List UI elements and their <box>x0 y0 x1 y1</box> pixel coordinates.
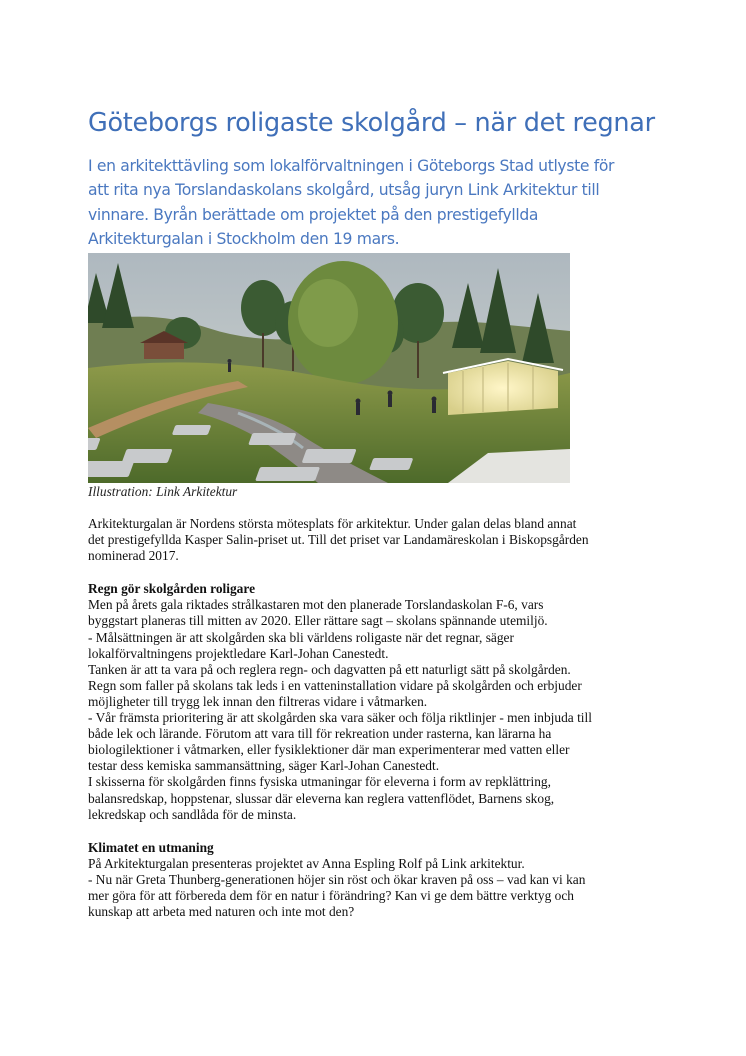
section-paragraph <box>88 856 668 920</box>
ingress-line: I en arkitekttävling som lokalförvaltningen i Göteborgs Stad utlyste för <box>88 157 615 175</box>
intro-paragraph <box>88 516 668 564</box>
schoolyard-illustration <box>88 253 570 483</box>
body-line: - Målsättningen är att skolgården ska bli världens roligaste när det regnar, säger <box>88 629 514 645</box>
article-title: Göteborgs roligaste skolgård – när det regnar <box>88 108 655 138</box>
image-caption: Illustration: Link Arkitektur <box>88 484 238 499</box>
body-line: Regn som faller på skolans tak leds i en vatteninstallation vidare på skolgården och erbjuder <box>88 677 582 693</box>
section-heading: Regn gör skolgården roligare <box>88 581 256 597</box>
article-ingress <box>88 154 668 252</box>
ingress-line: vinnare. Byrån berättade om projektet på den prestigefyllda <box>88 205 539 224</box>
body-line: biologilektioner i våtmarken, eller fysiklektioner där man experimenterar med vatten eller <box>88 742 570 758</box>
body-line: På Arkitekturgalan presenteras projektet av Anna Espling Rolf på Link arkitektur. <box>88 855 525 871</box>
body-line: möjligheter till trygg lek innan den filtreras vidare i våtmarken. <box>88 693 428 709</box>
body-line: balansredskap, hoppstenar, slussar där eleverna kan reglera vattenflödet, Barnens skog, <box>88 790 555 806</box>
ingress-line: Arkitekturgalan i Stockholm den 19 mars. <box>88 230 400 249</box>
ingress-line: att rita nya Torslandaskolans skolgård, utsåg juryn Link Arkitektur till <box>88 181 600 200</box>
body-line: lokalförvaltningens projektledare Karl-Johan Canestedt. <box>88 645 389 661</box>
body-line: Tanken är att ta vara på och reglera regn- och dagvatten på ett naturligt sätt på skolgården. <box>88 661 571 677</box>
body-line: både lek och lärande. Förutom att vara till för rekreation under rasterna, kan lärarna ha <box>88 726 552 742</box>
body-line: kunskap att arbeta med naturen och inte mot den? <box>88 904 355 920</box>
article-body <box>88 516 668 920</box>
section-paragraph <box>88 597 668 822</box>
body-line: det prestigefyllda Kasper Salin-priset ut. Till det priset var Landamäreskolan i Biskopsgården <box>88 532 589 548</box>
body-line: byggstart planeras till mitten av 2020. Eller rättare sagt – skolans spännande utemiljö. <box>88 613 548 629</box>
body-line: mer göra för att förbereda dem för en natur i förändring? Kan vi ge dem bättre verktyg och <box>88 887 574 903</box>
section-heading: Klimatet en utmaning <box>88 839 214 855</box>
body-line: Arkitekturgalan är Nordens största mötesplats för arkitektur. Under galan delas bland annat <box>88 516 577 531</box>
body-line: - Nu när Greta Thunberg-generationen höjer sin röst och ökar kraven på oss – vad kan vi kan <box>88 871 586 887</box>
body-line: testar dess kemiska sammansättning, säger Karl-Johan Canestedt. <box>88 758 440 774</box>
body-line: I skisserna för skolgården finns fysiska utmaningar för eleverna i form av repklättring, <box>88 774 551 790</box>
body-line: nominerad 2017. <box>88 548 179 564</box>
body-line: - Vår främsta prioritering är att skolgården ska vara säker och följa riktlinjer - men inbjuda till <box>88 710 592 726</box>
body-line: lekredskap och sandlåda för de minsta. <box>88 806 297 822</box>
body-line: Men på årets gala riktades strålkastaren mot den planerade Torslandaskolan F-6, vars <box>88 597 544 613</box>
